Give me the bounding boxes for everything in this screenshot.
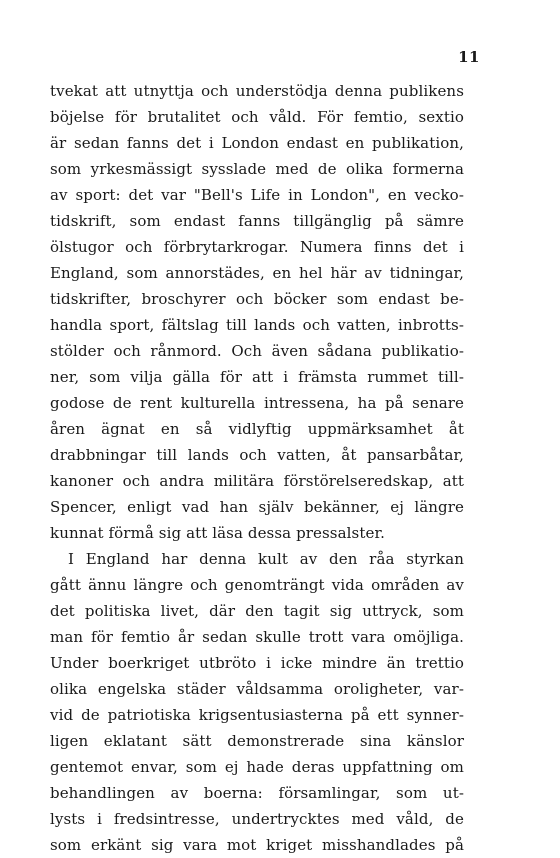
text-line: gentemot envar, som ej hade deras uppfattning om — [50, 758, 464, 776]
text-line: tidskrift, som endast fanns tillgänglig på sämre — [50, 212, 464, 230]
paragraph-start-line: I England har denna kult av den råa styrkan — [68, 550, 464, 568]
text-line: stölder och rånmord. Och även sådana publikatio- — [50, 342, 464, 360]
text-line: det politiska livet, där den tagit sig uttryck, som — [50, 602, 464, 620]
text-line: godose de rent kulturella intressena, ha på senare — [50, 394, 464, 412]
text-line: drabbningar till lands och vatten, åt pansarbåtar, — [50, 446, 464, 464]
body-text — [50, 78, 464, 858]
page-number: 11 — [458, 48, 480, 66]
text-line: kunnat förmå sig att läsa dessa pressalster. — [50, 524, 385, 542]
text-line: man för femtio år sedan skulle trott vara omöjliga. — [50, 628, 464, 646]
text-line: behandlingen av boerna: församlingar, som ut- — [50, 784, 464, 802]
text-line: tvekat att utnyttja och understödja denna publikens — [50, 82, 464, 100]
text-line: är sedan fanns det i London endast en publikation, — [50, 134, 464, 152]
text-line: böjelse för brutalitet och våld. För femtio, sextio — [50, 108, 464, 126]
text-line: lysts i fredsintresse, undertrycktes med våld, de — [50, 810, 464, 828]
text-line: tidskrifter, broschyrer och böcker som endast be- — [50, 290, 464, 308]
text-line: av sport: det var "Bell's Life in London", en vecko- — [50, 186, 464, 204]
text-line: gått ännu längre och genomträngt vida områden av — [50, 576, 464, 594]
text-line: ölstugor och förbrytarkrogar. Numera finns det i — [50, 238, 464, 256]
text-line: kanoner och andra militära förstörelseredskap, att — [50, 472, 464, 490]
text-line: England, som annorstädes, en hel här av tidningar, — [50, 264, 464, 282]
text-line: vid de patriotiska krigsentusiasterna på ett synner- — [50, 706, 464, 724]
text-line: Under boerkriget utbröto i icke mindre än trettio — [50, 654, 464, 672]
text-line: handla sport, fältslag till lands och vatten, inbrotts- — [50, 316, 464, 334]
text-line: som yrkesmässigt sysslade med de olika formerna — [50, 160, 464, 178]
text-line: Spencer, enligt vad han själv bekänner, ej längre — [50, 498, 464, 516]
text-line: ligen eklatant sätt demonstrerade sina känslor — [50, 732, 464, 750]
text-line: åren ägnat en så vidlyftig uppmärksamhet åt — [50, 420, 464, 438]
text-line: olika engelska städer våldsamma oroligheter, var- — [50, 680, 464, 698]
text-line: som erkänt sig vara mot kriget misshandlades på — [50, 836, 464, 854]
text-line: ner, som vilja gälla för att i främsta rummet till- — [50, 368, 464, 386]
